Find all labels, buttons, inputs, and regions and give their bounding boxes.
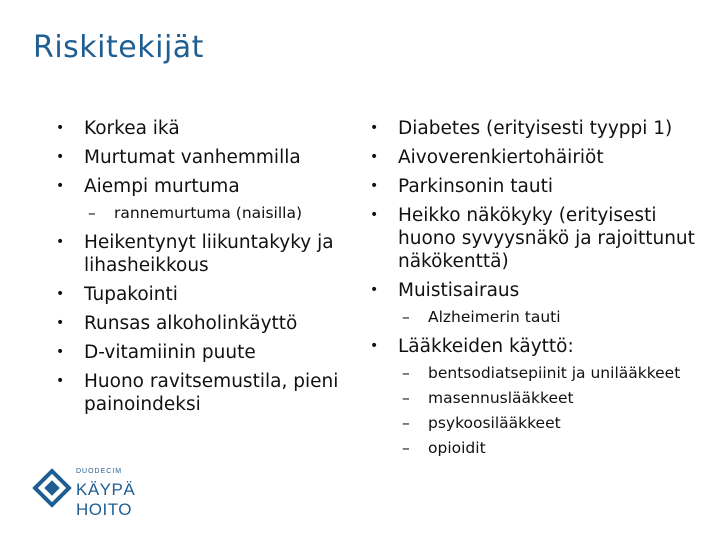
right-list-b bbox=[370, 335, 700, 458]
sub-list-item-text: rannemurtuma (naisilla) bbox=[114, 204, 302, 222]
bullet-icon: • bbox=[370, 338, 379, 354]
list-item-text: D-vitamiinin puute bbox=[84, 342, 256, 363]
list-item bbox=[56, 370, 346, 416]
kaypa-hoito-logo bbox=[32, 466, 182, 519]
right-list-a bbox=[370, 117, 700, 327]
diamond-logo-icon bbox=[32, 468, 72, 508]
bullet-icon: • bbox=[370, 207, 379, 223]
list-item bbox=[370, 117, 700, 140]
bullet-icon: • bbox=[56, 373, 65, 389]
dash-icon: – bbox=[402, 389, 410, 407]
list-item-text: Heikentynyt liikuntakyky ja lihasheikkous bbox=[84, 232, 334, 276]
list-item bbox=[370, 335, 700, 358]
list-item bbox=[56, 231, 346, 277]
left-column bbox=[56, 117, 346, 422]
bullet-icon: • bbox=[56, 344, 65, 360]
list-item-text: Diabetes (erityisesti tyyppi 1) bbox=[398, 118, 673, 139]
sub-list-item bbox=[370, 364, 700, 383]
list-item-text: Muistisairaus bbox=[398, 280, 520, 301]
list-item bbox=[56, 312, 346, 335]
bullet-icon: • bbox=[370, 282, 379, 298]
list-item bbox=[56, 117, 346, 140]
bullet-icon: • bbox=[370, 149, 379, 165]
left-list-a bbox=[56, 117, 346, 223]
bullet-icon: • bbox=[56, 286, 65, 302]
list-item-text: Huono ravitsemustila, pieni painoindeksi bbox=[84, 371, 339, 415]
list-item bbox=[56, 283, 346, 306]
list-item-text: Parkinsonin tauti bbox=[398, 176, 553, 197]
sub-list-item bbox=[370, 439, 700, 458]
list-item-text: Heikko näkökyky (erityisesti huono syvyysnäkö ja rajoittunut näkökenttä) bbox=[398, 205, 695, 272]
list-item bbox=[56, 175, 346, 198]
sub-list-item bbox=[370, 414, 700, 433]
sub-list-item bbox=[56, 204, 346, 223]
list-item bbox=[370, 279, 700, 302]
bullet-icon: • bbox=[56, 120, 65, 136]
sub-list-item-text: psykoosilääkkeet bbox=[428, 414, 561, 432]
bullet-icon: • bbox=[370, 120, 379, 136]
list-item bbox=[56, 341, 346, 364]
list-item-text: Aiempi murtuma bbox=[84, 176, 240, 197]
dash-icon: – bbox=[402, 439, 410, 457]
bullet-icon: • bbox=[370, 178, 379, 194]
list-item bbox=[370, 146, 700, 169]
sub-list-item bbox=[370, 308, 700, 327]
list-item-text: Lääkkeiden käyttö: bbox=[398, 336, 574, 357]
sub-list-item-text: opioidit bbox=[428, 439, 486, 457]
right-column bbox=[370, 117, 700, 464]
list-item bbox=[370, 204, 700, 273]
dash-icon: – bbox=[88, 204, 96, 222]
bullet-icon: • bbox=[56, 234, 65, 250]
list-item-text: Korkea ikä bbox=[84, 118, 180, 139]
list-item bbox=[370, 175, 700, 198]
bullet-icon: • bbox=[56, 149, 65, 165]
bullet-icon: • bbox=[56, 315, 65, 331]
list-item-text: Runsas alkoholinkäyttö bbox=[84, 313, 298, 334]
list-item-text: Murtumat vanhemmilla bbox=[84, 147, 301, 168]
list-item-text: Aivoverenkiertohäiriöt bbox=[398, 147, 604, 168]
sub-list-item-text: Alzheimerin tauti bbox=[428, 308, 561, 326]
dash-icon: – bbox=[402, 364, 410, 382]
list-item-text: Tupakointi bbox=[84, 284, 178, 305]
logo-small-text: DUODECIM bbox=[76, 468, 123, 475]
sub-list-item-text: bentsodiatsepiinit ja unilääkkeet bbox=[428, 364, 681, 382]
logo-big-text: KÄYPÄ HOITO bbox=[76, 480, 136, 519]
slide-title: Riskitekijät bbox=[33, 30, 204, 65]
sub-list-item bbox=[370, 389, 700, 408]
dash-icon: – bbox=[402, 308, 410, 326]
list-item bbox=[56, 146, 346, 169]
bullet-icon: • bbox=[56, 178, 65, 194]
sub-list-item-text: masennuslääkkeet bbox=[428, 389, 574, 407]
left-list-b bbox=[56, 231, 346, 416]
dash-icon: – bbox=[402, 414, 410, 432]
